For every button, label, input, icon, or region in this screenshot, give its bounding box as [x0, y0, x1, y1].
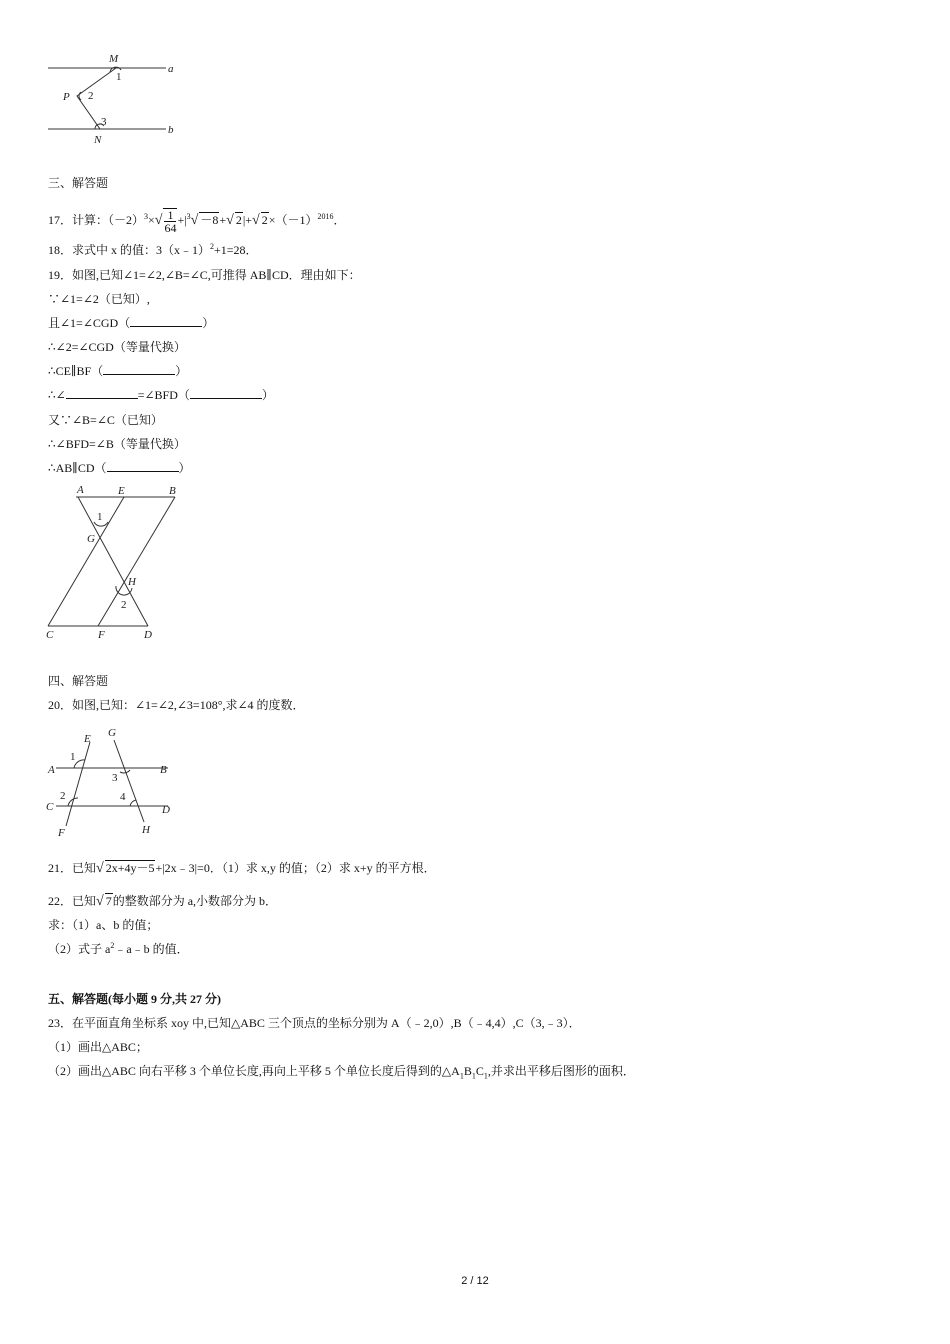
question-21: 21．已知√ 2x+4y－5+|2x﹣3|=0．（1）求 x,y 的值；（2）求 x+y 的平方根． [48, 861, 436, 876]
label-angle-2: 2 [121, 599, 127, 611]
figure-ab-cd-crossing [44, 480, 184, 645]
label-C: C [46, 629, 54, 641]
label-angle-1: 1 [116, 71, 122, 83]
label-B: B [169, 485, 176, 497]
label-P: P [63, 91, 70, 103]
answer-blank[interactable] [103, 363, 175, 375]
angle-4-arc [130, 800, 136, 806]
answer-blank[interactable] [66, 387, 138, 399]
question-19-line-2: 且∠1=∠CGD（ ） [48, 316, 215, 330]
label-angle-3: 3 [101, 116, 107, 128]
question-22: 22．已知√ 7的整数部分为 a,小数部分为 b． [48, 894, 278, 909]
question-22-part-2: （2）式子 $a^2﹣a﹣b$ 的值． [48, 941, 189, 956]
label-A: A [48, 764, 55, 776]
label-E: E [118, 485, 125, 497]
figure-parallel-lines-mpn [44, 50, 184, 150]
label-angle-4: 4 [120, 791, 126, 803]
label-B: B [160, 764, 167, 776]
segment-bf [98, 497, 175, 626]
label-angle-1: 1 [97, 511, 103, 523]
section-3-title: 三、解答题 [48, 176, 109, 190]
fraction-1-over-64: $\frac{1}{64}$ [164, 208, 177, 235]
label-b: b [168, 124, 174, 136]
label-F: F [58, 827, 65, 839]
question-20: 20．如图,已知：∠1=∠2,∠3=108°,求∠4 的度数． [48, 698, 305, 712]
label-G: G [108, 727, 116, 739]
answer-blank[interactable] [107, 460, 179, 472]
label-M: M [109, 53, 119, 65]
question-19-line-4: ∴CE∥BF（ ） [48, 364, 188, 378]
label-angle-1: 1 [70, 751, 76, 763]
answer-blank[interactable] [130, 315, 202, 327]
question-19-line-3: ∴∠2=∠CGD（等量代换） [48, 340, 186, 354]
label-angle-2: 2 [88, 90, 94, 102]
question-23: 23．在平面直角坐标系 xoy 中,已知△ABC 三个顶点的坐标分别为 A（﹣2,0）,B（﹣4,4）,C（3,﹣3）． [48, 1016, 581, 1030]
label-angle-2: 2 [60, 790, 66, 802]
label-N: N [94, 134, 102, 146]
section-5-title: 五、解答题(每小题 9 分,共 27 分) [48, 992, 221, 1006]
label-A: A [77, 484, 84, 496]
question-17: 17．计算：$(-2)^3\times√$ $\frac{1}{64}$ $+|^3√ -8+√$ 2|+√ $2\times(-1)^{2016}$． [48, 208, 346, 235]
question-19-line-7: ∴∠BFD=∠B（等量代换） [48, 437, 186, 451]
page-number: 2 / 12 [461, 1275, 489, 1287]
question-19-stem: 19．如图,已知∠1=∠2,∠B=∠C,可推得 AB∥CD．理由如下： [48, 268, 361, 282]
line-gh [114, 740, 144, 822]
label-H: H [128, 576, 136, 588]
label-D: D [144, 629, 152, 641]
question-19-line-6: 又∵∠B=∠C（已知） [48, 413, 163, 427]
label-D: D [162, 804, 170, 816]
question-22-part-1: 求：（1）a、b 的值； [48, 918, 159, 932]
question-19-line-8: ∴AB∥CD（ ） [48, 461, 191, 475]
question-19-line-5: ∴∠ =∠BFD（ ） [48, 388, 274, 402]
answer-blank[interactable] [190, 387, 262, 399]
figure-transversals-ab-cd [44, 722, 184, 840]
label-C: C [46, 801, 54, 813]
label-E: E [84, 733, 91, 745]
label-F: F [98, 629, 105, 641]
broken-line-mpn [77, 68, 116, 129]
section-4-title: 四、解答题 [48, 674, 109, 688]
label-angle-3: 3 [112, 772, 118, 784]
label-a: a [168, 63, 174, 75]
question-19-line-1: ∵∠1=∠2（已知）, [48, 292, 150, 306]
question-23-part-1: （1）画出△ABC； [48, 1040, 148, 1054]
label-G: G [87, 533, 95, 545]
question-23-part-2: （2）画出△ABC 向右平移 3 个单位长度,再向上平移 5 个单位长度后得到的$\triangle A_1B_1C_1$,并求出平移后图形的面积． [48, 1064, 635, 1081]
label-H: H [142, 824, 150, 836]
question-18: 18．求式中 x 的值：3（x﹣1）$^2$+1=28． [48, 242, 258, 257]
